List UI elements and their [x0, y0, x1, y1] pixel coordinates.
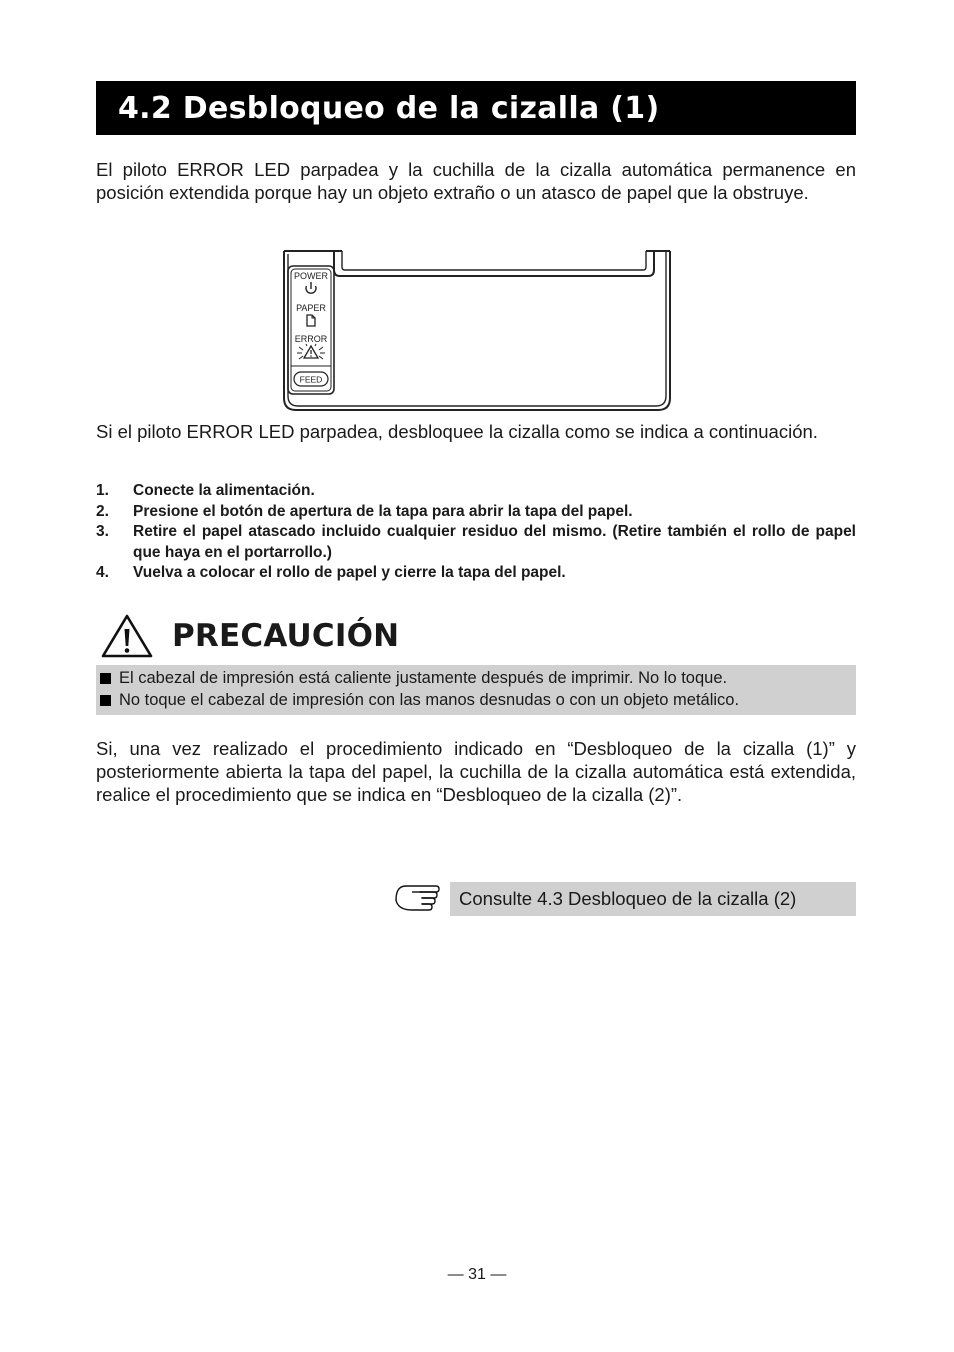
section-header [96, 81, 856, 135]
list-item: 4. Vuelva a colocar el rollo de papel y cierre la tapa del papel. [96, 564, 566, 581]
intro-paragraph: El piloto ERROR LED parpadea y la cuchilla de la cizalla automática permanence en posición extendida porque hay un objeto extraño o un atasco de papel que la obstruye. [96, 159, 856, 203]
caution-title: PRECAUCIÓN [172, 618, 400, 654]
followup-paragraph: Si, una vez realizado el procedimiento indicado en “Desbloqueo de la cizalla (1)” y posteriormente abierta la tapa del papel, la cuchilla de la cizalla automática está extendida, realice el procedimiento que se indica en “Desbloqueo de la cizalla (2)”. [96, 738, 856, 805]
power-icon [306, 282, 316, 293]
section-title: 4.2 Desbloqueo de la cizalla (1) [118, 90, 660, 126]
warning-triangle-icon [100, 613, 154, 659]
caution-heading [100, 612, 399, 660]
feed-label: FEED [299, 374, 323, 385]
error-label: ERROR [294, 334, 328, 344]
instruction-paragraph: Si el piloto ERROR LED parpadea, desbloquee la cizalla como se indica a continuación. [96, 421, 818, 442]
cross-reference [392, 880, 856, 918]
list-item: 1. Conecte la alimentación. [96, 482, 315, 499]
page-number: — 31 — [447, 1266, 507, 1283]
steps-list [96, 481, 856, 584]
printer-panel-diagram [282, 248, 672, 414]
paper-icon [307, 315, 315, 326]
square-bullet-icon [100, 695, 111, 706]
list-item: 2. Presione el botón de apertura de la tapa para abrir la tapa del papel. [96, 502, 633, 520]
power-label: POWER [293, 271, 329, 281]
caution-item: No toque el cabezal de impresión con las manos desnudas o con un objeto metálico. [100, 689, 852, 711]
caution-item: El cabezal de impresión está caliente justamente después de imprimir. No lo toque. [100, 667, 852, 689]
paper-label: PAPER [296, 303, 326, 313]
list-item: 3. Retire el papel atascado incluido cualquier residuo del mismo. (Retire también el rollo de papel que haya en el portarrollo.) [96, 523, 856, 561]
caution-box [96, 665, 856, 715]
square-bullet-icon [100, 673, 111, 684]
pointing-hand-icon [392, 880, 444, 918]
error-blink-icon [297, 344, 325, 359]
reference-label: Consulte 4.3 Desbloqueo de la cizalla (2) [450, 882, 856, 916]
